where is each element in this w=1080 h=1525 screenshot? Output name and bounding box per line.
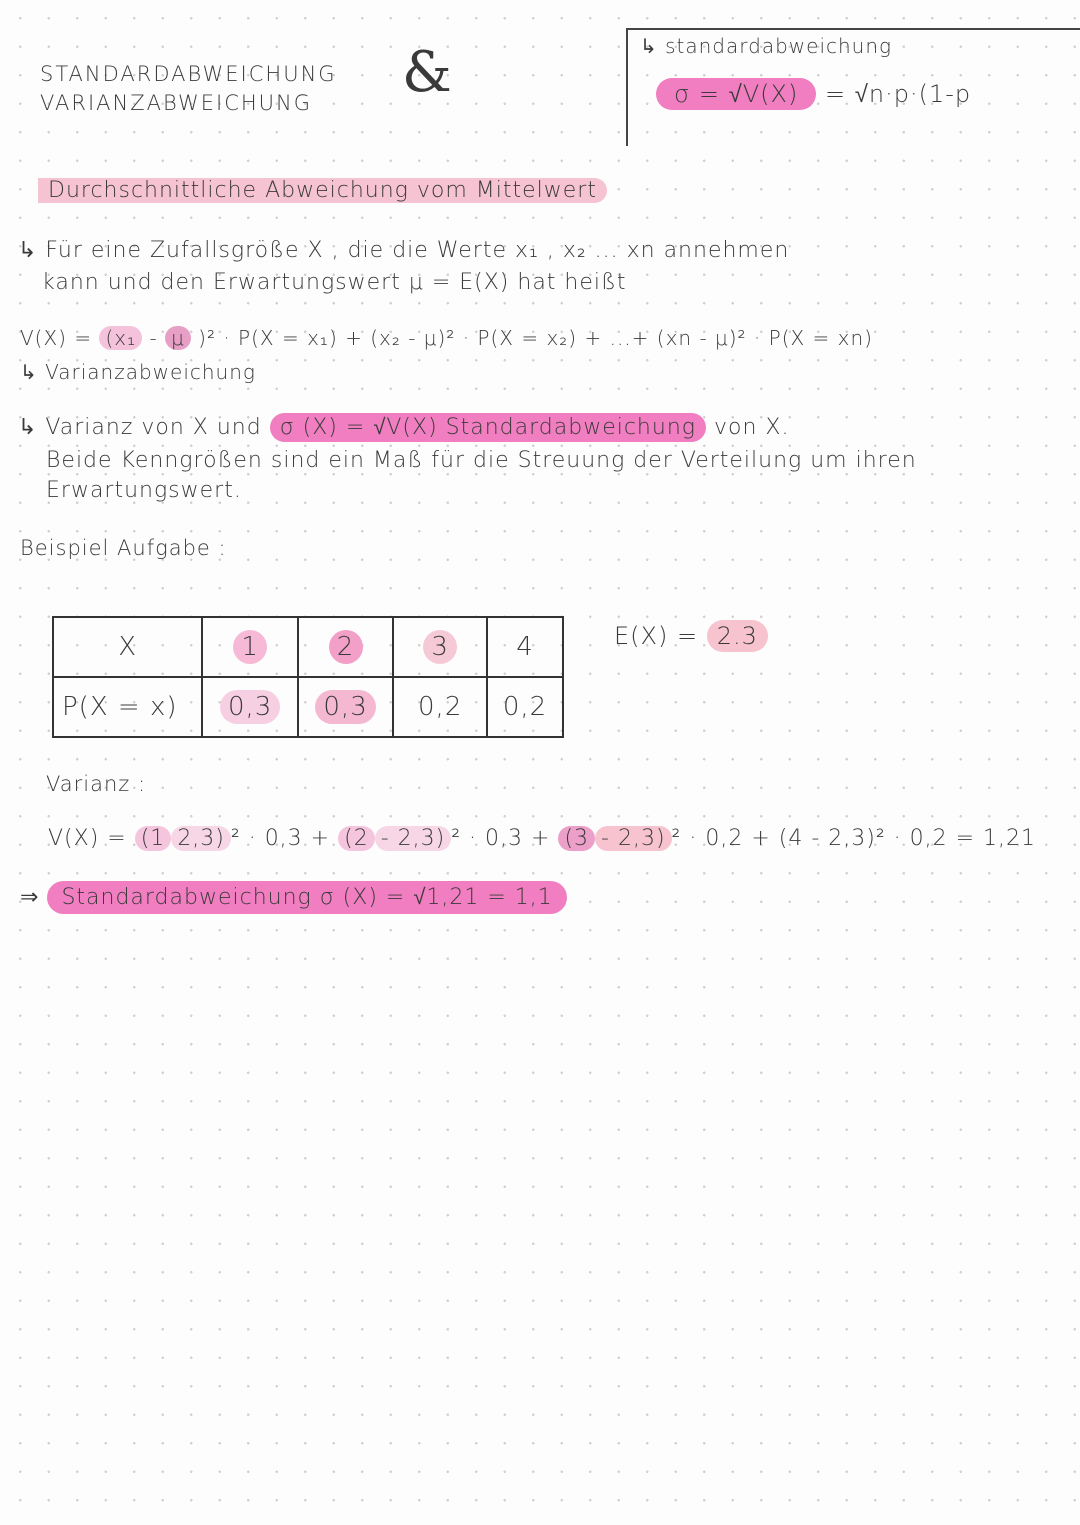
example-label: Beispiel Aufgabe :: [20, 536, 227, 560]
table-cell-p1: [202, 677, 297, 737]
box-formula: [656, 80, 971, 109]
section-heading-text: Durchschnittliche Abweichung vom Mittelwert: [38, 178, 607, 203]
x-value-1: 1: [233, 630, 267, 664]
table-header-p: P(X = x): [53, 677, 202, 737]
term2-a: (2: [338, 826, 375, 851]
p-value-2: 0,3: [315, 690, 375, 724]
result-arrow: ⇒: [20, 885, 40, 910]
box-label: ↳ standardabweichung: [640, 34, 893, 58]
explanation-end: von X.: [713, 415, 790, 440]
table-cell-p2: [298, 677, 393, 737]
variance-term-x1: (x₁: [99, 326, 142, 350]
table-cell-x1: [202, 617, 297, 677]
variance-term-mu: μ: [165, 326, 191, 350]
expected-value-label: E(X) =: [614, 622, 699, 650]
variance-calculation: [48, 826, 1036, 851]
x-value-2: 2: [329, 630, 363, 664]
term3-b: - 2,3): [595, 826, 672, 851]
section-heading: [38, 178, 607, 203]
title-line-1: STANDARDABWEICHUNG: [40, 62, 337, 86]
term1-rest: ² · 0,3 +: [230, 826, 331, 851]
definition-line-2: kann und den Erwartungswert μ = E(X) hat heißt: [42, 270, 627, 295]
formula-box: [626, 28, 1080, 146]
p-value-4: 0,2: [502, 692, 548, 722]
definition-line-1: ↳ Für eine Zufallsgröße X , die die Werte x₁ , x₂ ... xn annehmen: [18, 238, 790, 263]
explanation-start: ↳ Varianz von X und: [18, 415, 262, 440]
title-line-2: VARIANZABWEICHUNG: [40, 91, 313, 115]
explanation-highlight: σ (X) = √V(X) Standardabweichung: [270, 413, 706, 442]
explanation-line-1: [18, 414, 789, 440]
p-value-1: 0,3: [220, 690, 280, 724]
p-value-3: 0,2: [418, 692, 463, 722]
table-cell-x3: [393, 617, 487, 677]
result-text: Standardabweichung σ (X) = √1,21 = 1,1: [47, 881, 566, 914]
table-cell-p3: [393, 677, 487, 737]
variance-formula-rest: )² · P(X = x₁) + (x₂ - μ)² · P(X = x₂) + ...+ (xn - μ)² · P(X = xn): [198, 326, 873, 350]
result-line: [20, 884, 567, 910]
term3-a: (3: [558, 826, 595, 851]
explanation-line-3: Erwartungswert.: [46, 478, 242, 503]
term2-rest: ² · 0,3 +: [451, 826, 551, 851]
term1-b: 2,3): [171, 826, 231, 851]
box-formula-rest: = √n·p·(1-p: [824, 80, 972, 108]
table-row-x: [53, 617, 563, 677]
table-cell-x2: [298, 617, 393, 677]
term1-a: (1: [135, 826, 172, 851]
probability-table: [52, 616, 564, 738]
x-value-3: 3: [423, 630, 457, 664]
variance-formula-prefix: V(X) =: [20, 326, 93, 350]
variance-lhs: V(X) =: [48, 826, 127, 851]
expected-value-number: 2.3: [707, 620, 768, 652]
table-row-p: [53, 677, 563, 737]
term3-rest: ² · 0,2 + (4 - 2,3)² · 0,2 = 1,21: [671, 826, 1037, 851]
x-value-4: 4: [516, 632, 534, 662]
table-cell-x4: [487, 617, 563, 677]
explanation-line-2: Beide Kenngrößen sind ein Maß für die Streuung der Verteilung um ihren: [46, 448, 917, 473]
variance-label: Varianz :: [46, 772, 147, 796]
ampersand: &: [402, 40, 452, 105]
variance-caption: ↳ Varianzabweichung: [20, 360, 256, 384]
variance-formula: V(X) = (x₁ - μ )² · P(X = x₁) + (x₂ - μ)² · P(X = x₂) + ...+ (xn - μ)² · P(X = xn): [20, 326, 873, 350]
expected-value: [614, 620, 768, 652]
table-header-x: X: [53, 617, 202, 677]
box-formula-highlight: σ = √V(X): [656, 78, 816, 110]
term2-b: - 2,3): [375, 826, 452, 851]
page-title: [40, 60, 337, 118]
table-cell-p4: [487, 677, 563, 737]
